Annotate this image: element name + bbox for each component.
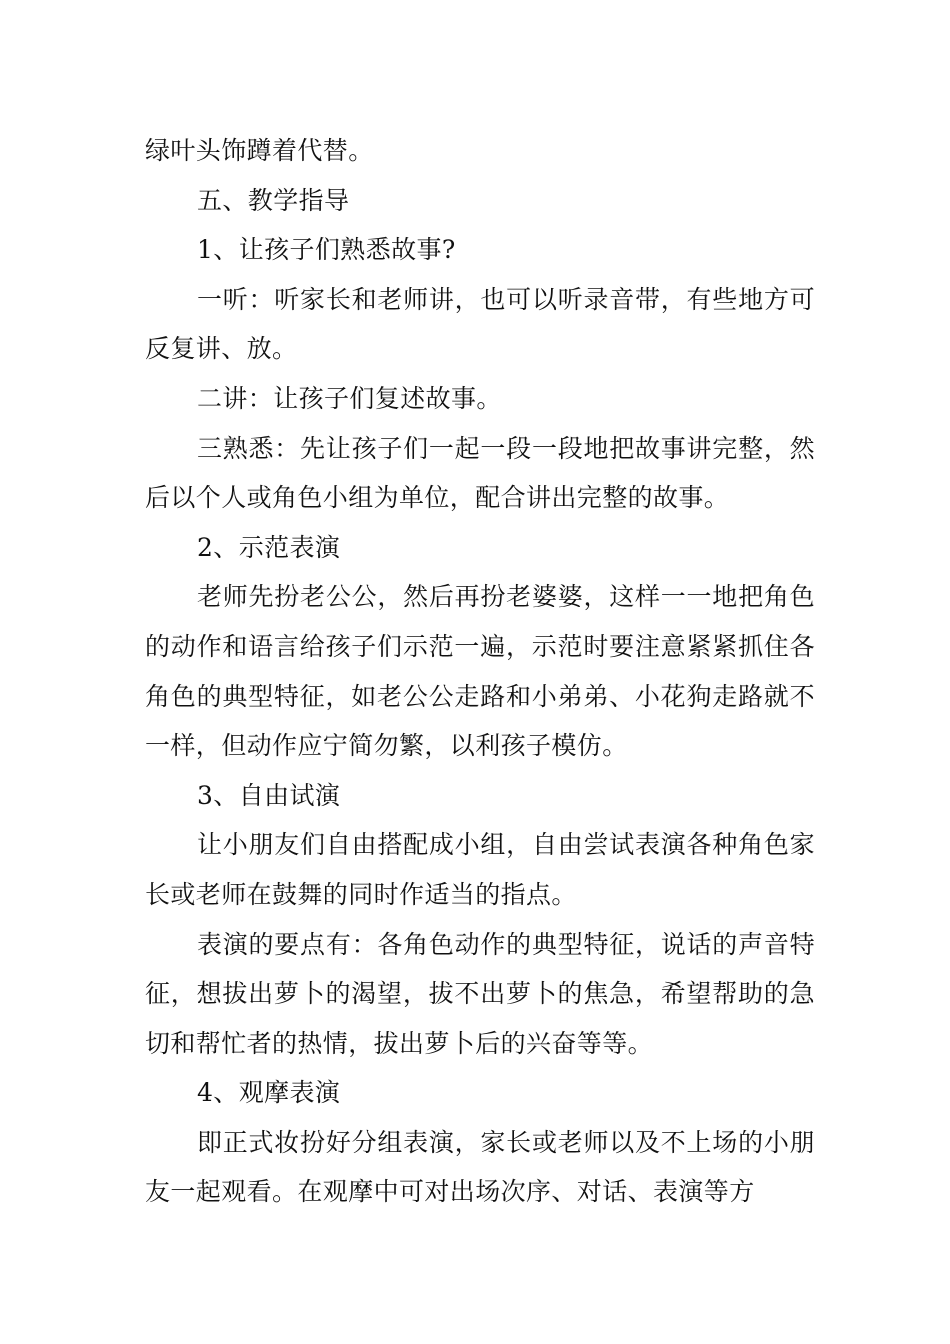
paragraph-performance-points: 表演的要点有：各角色动作的典型特征，说话的声音特征，想拔出萝卜的渴望，拔不出萝卜的焦急，希望帮助的急切和帮忙者的热情，拔出萝卜后的兴奋等等。: [145, 929, 815, 1058]
paragraph-continuation: 绿叶头饰蹲着代替。: [145, 136, 374, 165]
subheading-free-trial: 3、自由试演: [197, 780, 341, 810]
paragraph-observation: 即正式妆扮好分组表演，家长或老师以及不上场的小朋友一起观看。在观摩中可对出场次序、对话、表演等方: [145, 1127, 815, 1207]
paragraph-free-trial: 让小朋友们自由搭配成小组，自由尝试表演各种角色家长或老师在鼓舞的同时作适当的指点。: [145, 830, 815, 909]
paragraph-retell: 二讲：让孩子们复述故事。: [197, 383, 502, 413]
paragraph-listen: 一听：听家长和老师讲，也可以听录音带，有些地方可反复讲、放。: [145, 284, 815, 364]
document-body: [145, 126, 815, 1217]
subheading-demonstration: 2、示范表演: [197, 532, 341, 562]
paragraph-familiarize: 三熟悉：先让孩子们一起一段一段地把故事讲完整，然后以个人或角色小组为单位，配合讲出完整的故事。: [145, 433, 815, 513]
section-heading-teaching-guidance: 五、教学指导: [197, 185, 350, 215]
subheading-observation: 4、观摩表演: [197, 1078, 341, 1108]
paragraph-demonstration: 老师先扮老公公，然后再扮老婆婆，这样一一地把角色的动作和语言给孩子们示范一遍，示范时要注意紧紧抓住各角色的典型特征，如老公公走路和小弟弟、小花狗走路就不一样，但动作应宁简勿繁，以利孩子模仿。: [145, 582, 815, 761]
subheading-familiarize-story: 1、让孩子们熟悉故事?: [197, 235, 456, 265]
